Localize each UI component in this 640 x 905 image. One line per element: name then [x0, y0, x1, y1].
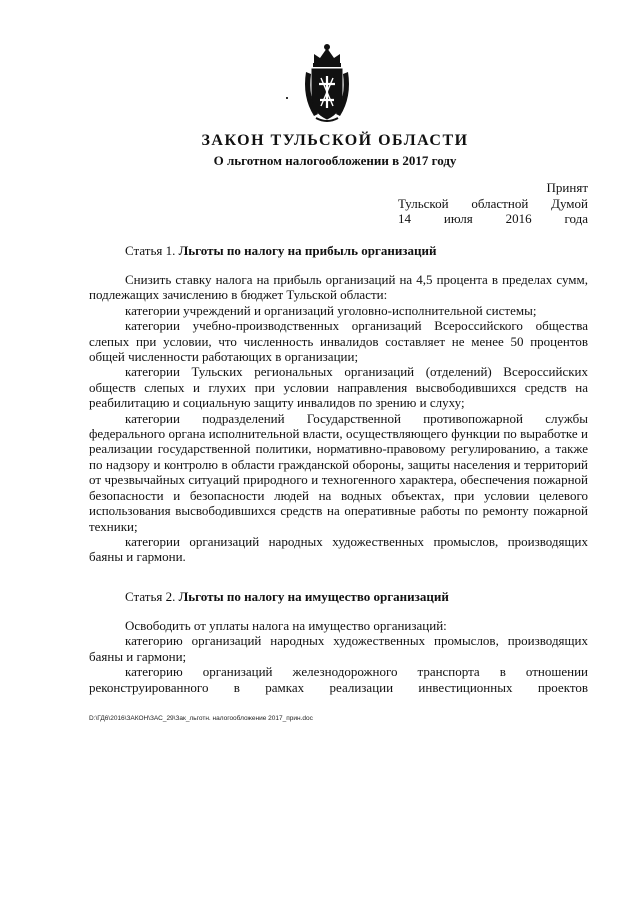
article-1-heading: [125, 243, 437, 259]
article-2-body: [89, 618, 588, 695]
article-2-label: Статья 2.: [125, 589, 179, 604]
law-title: ЗАКОН ТУЛЬСКОЙ ОБЛАСТИ: [201, 132, 469, 149]
article-1-paragraph: категории учебно-производственных организаций Всероссийского общества слепых при условии, что численность инвалидов составляет не менее 50 процентов общей численности работающих в организации;: [89, 318, 588, 365]
article-2-paragraph: категорию организаций железнодорожного транспорта в отношении реконструированного в рамках реализации инвестиционных проектов: [89, 664, 588, 695]
scan-speck: [286, 97, 288, 99]
article-1-paragraph: категории подразделений Государственной противопожарной службы федерального органа исполнительной власти, осуществляющего функции по выработке и реализации государственной политики, нормативно-правовому регулированию, а также по надзору и контролю в области гражданской обороны, защиты населения и территорий от чрезвычайных ситуаций природного и техногенного характера, обеспечения пожарной безопасности и безопасности людей на водных объектах, при условии целевого использования высвободившихся средств на оперативные работы по ремонту пожарной техники;: [89, 410, 588, 534]
adoption-block: [398, 180, 588, 227]
article-1-paragraph: Снизить ставку налога на прибыль организаций на 4,5 процента в пределах сумм, подлежащих зачислению в бюджет Тульской области:: [89, 272, 588, 303]
adopted-label: Принят: [546, 180, 588, 195]
article-1-paragraph: категории организаций народных художественных промыслов, производящих баяны и гармони.: [89, 533, 588, 565]
article-1-paragraph: категории Тульских региональных организаций (отделений) Всероссийских обществ слепых и глухих при условии направления высвободившихся средств на реабилитацию и социальную защиту инвалидов по зрению и слуху;: [89, 364, 588, 411]
article-1-label: Статья 1.: [125, 243, 179, 258]
file-path-footer: D:\ГД6\2016\ЗАКОН\ЗАС_29\Зак_льготн. налогообложение 2017_прин.doc: [89, 715, 313, 722]
article-2-paragraph: Освободить от уплаты налога на имущество организаций:: [125, 618, 447, 633]
article-2-title: Льготы по налогу на имущество организаций: [178, 589, 449, 604]
tula-coat-of-arms-emblem: [300, 42, 354, 124]
article-2-paragraph: категорию организаций народных художественных промыслов, производящих баяны и гармони;: [89, 633, 588, 664]
article-1-title: Льготы по налогу на прибыль организаций: [178, 243, 437, 258]
article-1-paragraph: категории учреждений и организаций уголовно-исполнительной системы;: [125, 302, 537, 318]
adopted-by: Тульской областной Думой: [398, 195, 588, 211]
article-1-body: [89, 272, 588, 565]
article-2-heading: [125, 589, 449, 605]
adopted-date: 14 июля 2016 года: [398, 211, 588, 226]
law-subtitle: О льготном налогообложении в 2017 году: [213, 153, 457, 168]
